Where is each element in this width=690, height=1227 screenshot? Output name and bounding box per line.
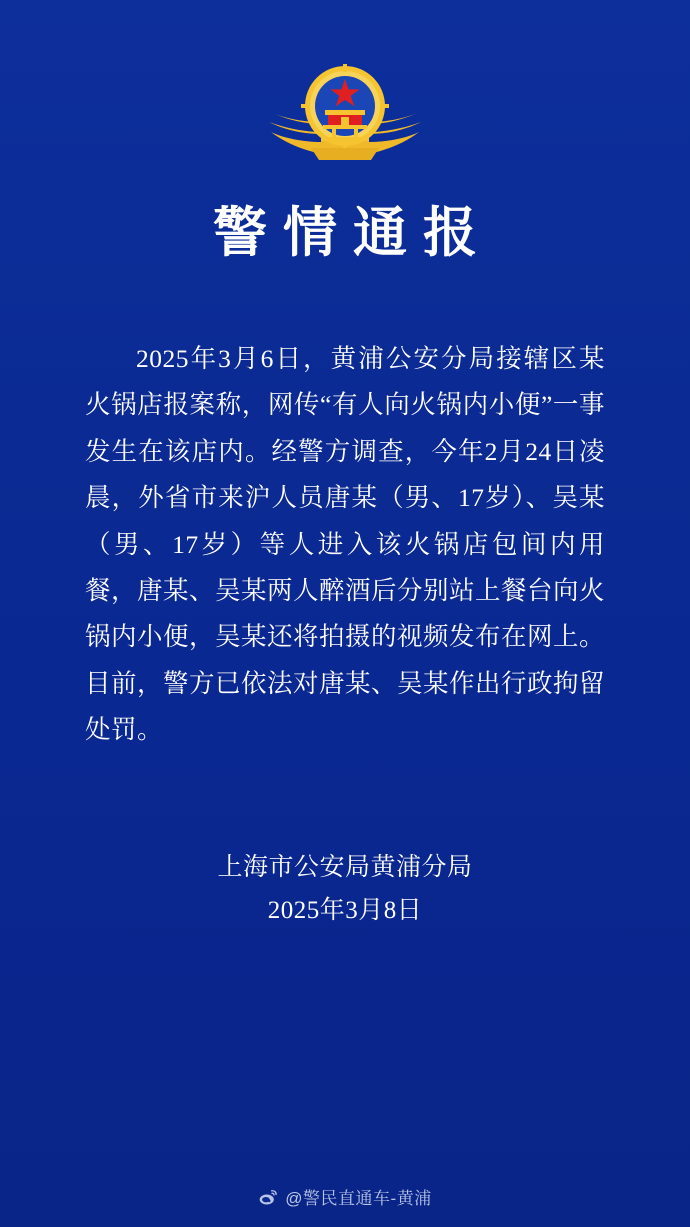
issuing-organization: 上海市公安局黄浦分局 (217, 853, 473, 881)
issue-date: 2025年3月8日 (267, 897, 423, 925)
footer-watermark (0, 1184, 690, 1209)
notice-body (85, 336, 605, 754)
weibo-icon (258, 1187, 278, 1207)
page-title: 警情通报 (213, 203, 493, 263)
weibo-handle: @警民直通车-黄浦 (285, 1189, 432, 1208)
signature-block (85, 846, 605, 934)
china-police-badge-icon (255, 60, 435, 175)
notice-body-paragraph: 2025年3月6日，黄浦公安分局接辖区某火锅店报案称，网传“有人向火锅内小便”一事发生在该店内。经警方调查，今年2月24日凌晨，外省市来沪人员唐某（男、17岁）、吴某（男、17岁）等人进入该火锅店包间内用餐，唐某、吴某两人醉酒后分别站上餐台向火锅内小便，吴某还将拍摄的视频发布在网上。目前，警方已依法对唐某、吴某作出行政拘留处罚。 (85, 343, 606, 745)
